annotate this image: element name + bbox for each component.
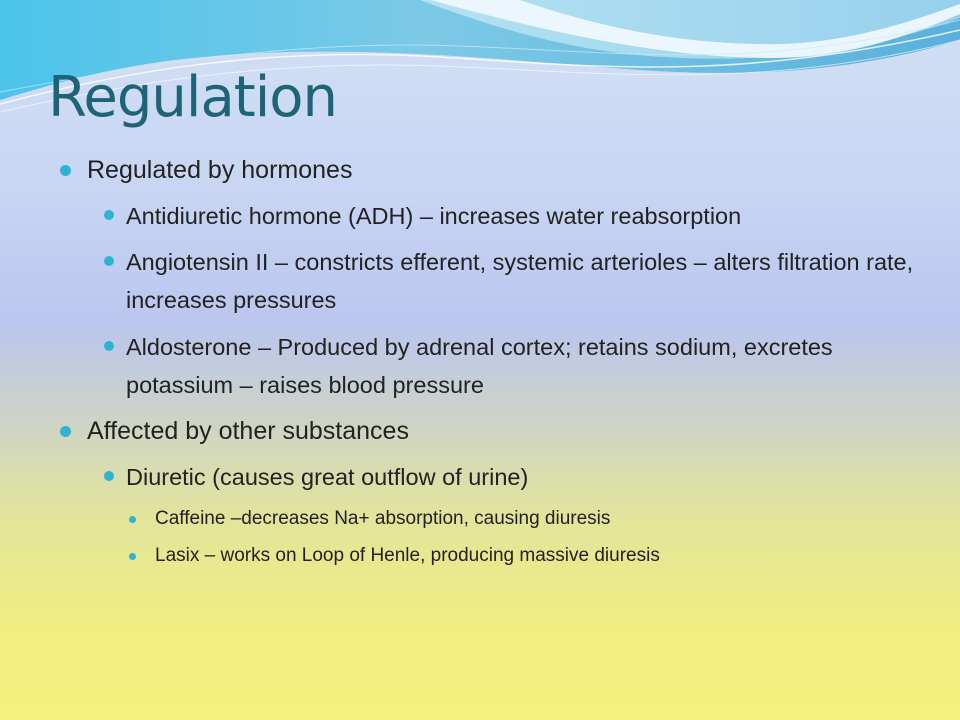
bullet-dot-icon <box>104 210 114 220</box>
bullet-text: Caffeine –decreases Na+ absorption, causing diuresis <box>155 508 611 529</box>
sub-bullet-item <box>126 458 926 496</box>
bullet-dot-icon <box>104 341 114 351</box>
bullet-text: Regulated by hormones <box>87 156 353 184</box>
bullet-text: Aldosterone – Produced by adrenal cortex; retains sodium, excretes potassium – raises blood pressure <box>126 334 833 398</box>
bullet-dot-icon <box>104 256 114 266</box>
bullet-text: Angiotensin II – constricts efferent, systemic arterioles – alters filtration rate, increases pressures <box>126 249 914 313</box>
bullet-text: Affected by other substances <box>87 417 409 445</box>
bullet-item <box>87 155 352 185</box>
bullet-dot-icon <box>129 516 136 523</box>
bullet-dot-icon <box>60 426 71 437</box>
sub-sub-bullet-item <box>155 544 660 568</box>
slide-title: Regulation <box>48 65 338 130</box>
sub-bullet-item <box>126 328 926 404</box>
bullet-text: Antidiuretic hormone (ADH) – increases water reabsorption <box>126 203 742 229</box>
sub-bullet-item <box>126 197 926 235</box>
bullet-text: Lasix – works on Loop of Henle, producing massive diuresis <box>155 545 660 566</box>
bullet-text: Diuretic (causes great outflow of urine) <box>126 464 529 490</box>
bullet-dot-icon <box>129 553 136 560</box>
bullet-dot-icon <box>104 471 114 481</box>
bullet-item <box>87 416 409 446</box>
sub-bullet-item <box>126 243 926 319</box>
sub-sub-bullet-item <box>155 507 610 531</box>
bullet-dot-icon <box>60 165 71 176</box>
